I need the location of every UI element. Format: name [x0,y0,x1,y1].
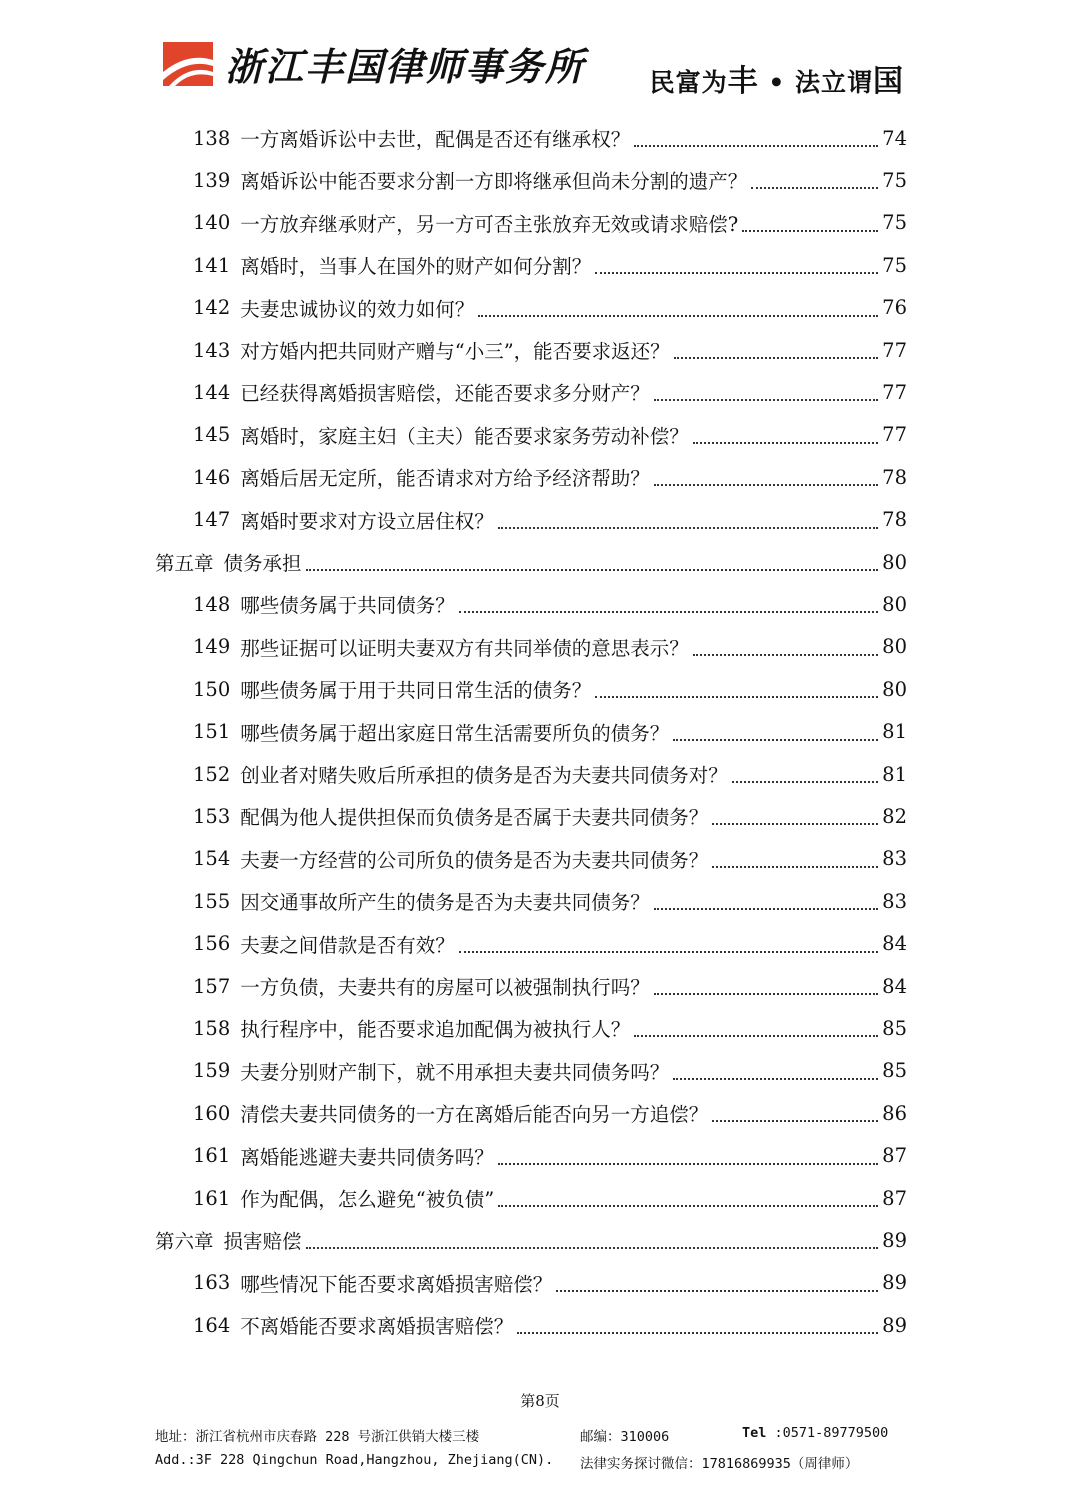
toc-entry-page: 81 [882,762,907,786]
toc-entry-page: 83 [882,847,907,871]
toc-entry-title: 夫妻之间借款是否有效？ [240,933,455,957]
toc-entry-number: 第五章 [155,552,214,575]
toc-entry[interactable] [193,966,907,1006]
firm-slogan [650,56,904,100]
toc-entry-page: 89 [882,1228,907,1252]
toc-entry-page: 84 [882,932,907,956]
toc-entry-title: 离婚能逃避夫妻共同债务吗？ [240,1145,494,1169]
toc-entry-title: 离婚时，家庭主妇（主夫）能否要求家务劳动补偿？ [240,424,689,448]
toc-entry-number: 142 [193,296,231,320]
toc-entry-title: 已经获得离婚损害赔偿，还能否要求多分财产？ [240,382,650,406]
toc-entry-page: 87 [882,1144,907,1168]
toc-entry-page: 78 [882,465,907,489]
toc-dot-leader [673,739,878,741]
toc-entry-page: 89 [882,1313,907,1337]
toc-entry-number: 161 [193,1144,231,1168]
toc-entry[interactable] [193,457,907,497]
toc-entry-title: 哪些情况下能否要求离婚损害赔偿？ [240,1272,553,1296]
toc-entry-page: 80 [882,550,907,574]
toc-dot-leader [498,527,878,529]
toc-dot-leader [459,951,878,953]
toc-dot-leader [693,654,878,656]
toc-entry-number: 156 [193,932,231,956]
toc-entry-number: 152 [193,762,231,786]
toc-entry[interactable] [193,372,907,412]
toc-entry-title: 离婚时要求对方设立居住权？ [240,509,494,533]
toc-entry[interactable] [193,924,907,964]
toc-entry-title: 作为配偶，怎么避免“被负债” [240,1188,495,1211]
toc-entry-page: 80 [882,677,907,701]
toc-dot-leader [654,993,878,995]
tel-label: Tel [742,1425,767,1441]
toc-entry-number: 150 [193,677,231,701]
toc-entry[interactable] [193,160,907,200]
tel-value: :0571-89779500 [766,1425,889,1441]
slogan-part1: 民富为 [649,68,728,97]
toc-entry[interactable] [193,118,907,158]
toc-dot-leader [306,569,879,571]
toc-entry-number: 145 [193,423,231,447]
toc-entry-title: 债务承担 [223,552,302,575]
toc-dot-leader [459,611,878,613]
toc-entry-page: 80 [882,592,907,616]
toc-entry-title: 离婚后居无定所，能否请求对方给予经济帮助？ [240,467,650,491]
page-number: 第8页 [520,1392,560,1410]
toc-entry-number: 138 [193,126,231,150]
toc-entry-title: 创业者对赌失败后所承担的债务是否为夫妻共同债务对？ [240,764,728,787]
toc-entry-title: 夫妻一方经营的公司所负的债务是否为夫妻共同债务？ [240,848,709,872]
toc-entry-page: 85 [882,1059,907,1083]
postcode: 邮编：310006 [580,1429,670,1445]
toc-entry-title: 对方婚内把共同财产赠与“小三”，能否要求返还？ [240,340,670,363]
toc-entry[interactable] [193,796,907,836]
toc-entry-number: 157 [193,974,231,998]
toc-entry-number: 第六章 [155,1230,214,1254]
toc-entry[interactable] [193,584,907,624]
toc-entry[interactable] [193,1093,907,1133]
toc-entry-title: 损害赔偿 [223,1230,302,1254]
toc-dot-leader [674,357,878,359]
toc-entry[interactable] [193,500,907,540]
toc-entry[interactable] [193,881,907,921]
toc-dot-leader [693,442,878,444]
toc-dot-leader [751,187,878,189]
toc-entry-page: 77 [882,423,907,447]
toc-entry-page: 81 [882,720,907,744]
toc-entry-number: 149 [193,635,231,659]
toc-entry-page: 86 [882,1101,907,1125]
toc-entry-number: 143 [193,338,231,362]
toc-dot-leader [654,908,878,910]
toc-entry[interactable] [193,330,907,370]
toc-dot-leader [712,866,878,868]
toc-entry-title: 一方离婚诉讼中去世，配偶是否还有继承权？ [240,128,631,151]
toc-dot-leader [712,823,878,825]
address-cn: 地址：浙江省杭州市庆春路 228 号浙江供销大楼三楼 [155,1429,480,1445]
toc-entry[interactable] [193,1136,907,1176]
toc-entry[interactable] [193,288,907,328]
slogan-mid: • 法立谓 [758,68,873,97]
toc-dot-leader [732,781,878,783]
toc-entry[interactable] [193,1178,907,1218]
toc-dot-leader [654,399,878,401]
toc-entry-title: 哪些债务属于用于共同日常生活的债务？ [240,679,592,703]
toc-entry-title: 一方放弃继承财产，另一方可否主张放弃无效或请求赔偿? [240,212,739,236]
toc-entry-page: 77 [882,338,907,362]
toc-entry[interactable] [193,203,907,243]
toc-entry-number: 153 [193,804,231,828]
toc-entry-page: 83 [882,889,907,913]
toc-entry[interactable] [193,712,907,752]
toc-dot-leader [742,230,878,232]
toc-entry[interactable] [193,669,907,709]
toc-entry[interactable] [193,1051,907,1091]
toc-entry-title: 配偶为他人提供担保而负债务是否属于夫妻共同债务？ [240,806,709,830]
slogan-big1: 丰 [727,64,759,99]
toc-entry-title: 离婚诉讼中能否要求分割一方即将继承但尚未分割的遗产？ [240,170,748,194]
toc-entry-page: 85 [882,1016,907,1040]
toc-chapter-entry[interactable] [155,1220,907,1260]
toc-dot-leader [634,145,878,147]
toc-dot-leader [556,1290,878,1292]
toc-entry-number: 148 [193,592,231,616]
firm-name: 浙江丰国律师事务所 [225,45,586,89]
toc-entry-title: 那些证据可以证明夫妻双方有共同举债的意思表示？ [240,636,689,660]
telephone [742,1425,888,1441]
wechat-contact: 法律实务探讨微信：17816869935（周律师） [580,1456,859,1472]
toc-entry-title: 不离婚能否要求离婚损害赔偿？ [240,1315,514,1339]
toc-dot-leader [712,1120,878,1122]
toc-entry-title: 一方负债，夫妻共有的房屋可以被强制执行吗？ [240,976,650,999]
toc-dot-leader [498,1163,878,1165]
toc-dot-leader [595,272,878,274]
toc-entry-page: 87 [882,1186,907,1210]
toc-entry-number: 146 [193,465,231,489]
toc-entry-number: 141 [193,253,231,277]
toc-dot-leader [654,484,878,486]
toc-entry-number: 144 [193,380,231,404]
toc-dot-leader [498,1205,878,1207]
toc-entry-number: 159 [193,1059,231,1083]
toc-entry-number: 160 [193,1101,231,1125]
toc-entry-page: 77 [882,380,907,404]
toc-entry[interactable] [193,415,907,455]
toc-entry-page: 80 [882,635,907,659]
toc-entry-page: 75 [882,253,907,277]
toc-entry-title: 执行程序中，能否要求追加配偶为被执行人？ [240,1018,631,1042]
toc-entry-page: 89 [882,1271,907,1295]
toc-entry-number: 164 [193,1313,231,1337]
toc-dot-leader [517,1332,878,1334]
page-header [0,0,1080,110]
toc-entry-title: 清偿夫妻共同债务的一方在离婚后能否向另一方追偿？ [240,1103,709,1127]
toc-entry-page: 74 [882,126,907,150]
toc-dot-leader [595,696,878,698]
toc-dot-leader [478,315,878,317]
toc-entry[interactable] [193,1008,907,1048]
toc-entry-title: 夫妻忠诚协议的效力如何？ [240,297,475,321]
toc-entry-title: 因交通事故所产生的债务是否为夫妻共同债务？ [240,891,650,915]
toc-entry[interactable] [193,754,907,794]
toc-dot-leader [673,1078,878,1080]
toc-entry-page: 84 [882,974,907,998]
toc-entry[interactable] [193,1305,907,1345]
toc-entry-page: 82 [882,804,907,828]
toc-entry-number: 163 [193,1271,231,1295]
toc-entry[interactable] [193,627,907,667]
toc-entry-page: 78 [882,508,907,532]
toc-chapter-entry[interactable] [155,542,907,582]
toc-entry-title: 离婚时，当事人在国外的财产如何分割？ [240,255,592,279]
toc-entry-title: 哪些债务属于超出家庭日常生活需要所负的债务？ [240,721,670,745]
toc-entry-page: 75 [882,211,907,235]
toc-entry-number: 140 [193,211,231,235]
toc-entry-number: 155 [193,889,231,913]
toc-entry-page: 75 [882,168,907,192]
toc-dot-leader [634,1035,878,1037]
address-en: Add.:3F 228 Qingchun Road,Hangzhou, Zhejiang(CN). [155,1452,554,1468]
toc-entry-number: 154 [193,847,231,871]
toc-entry-number: 139 [193,168,231,192]
toc-entry-number: 161 [193,1186,231,1210]
firm-logo-icon [163,42,213,86]
slogan-big2: 国 [873,64,904,99]
toc-entry-title: 夫妻分别财产制下，就不用承担夫妻共同债务吗？ [240,1060,670,1084]
toc-entry[interactable] [193,839,907,879]
toc-entry-number: 147 [193,508,231,532]
toc-entry-page: 76 [882,296,907,320]
toc-dot-leader [306,1247,879,1249]
toc-entry-title: 哪些债务属于共同债务？ [240,594,455,618]
toc-entry-number: 158 [193,1016,231,1040]
toc-entry[interactable] [193,245,907,285]
toc-entry[interactable] [193,1263,907,1303]
toc-entry-number: 151 [193,720,231,744]
